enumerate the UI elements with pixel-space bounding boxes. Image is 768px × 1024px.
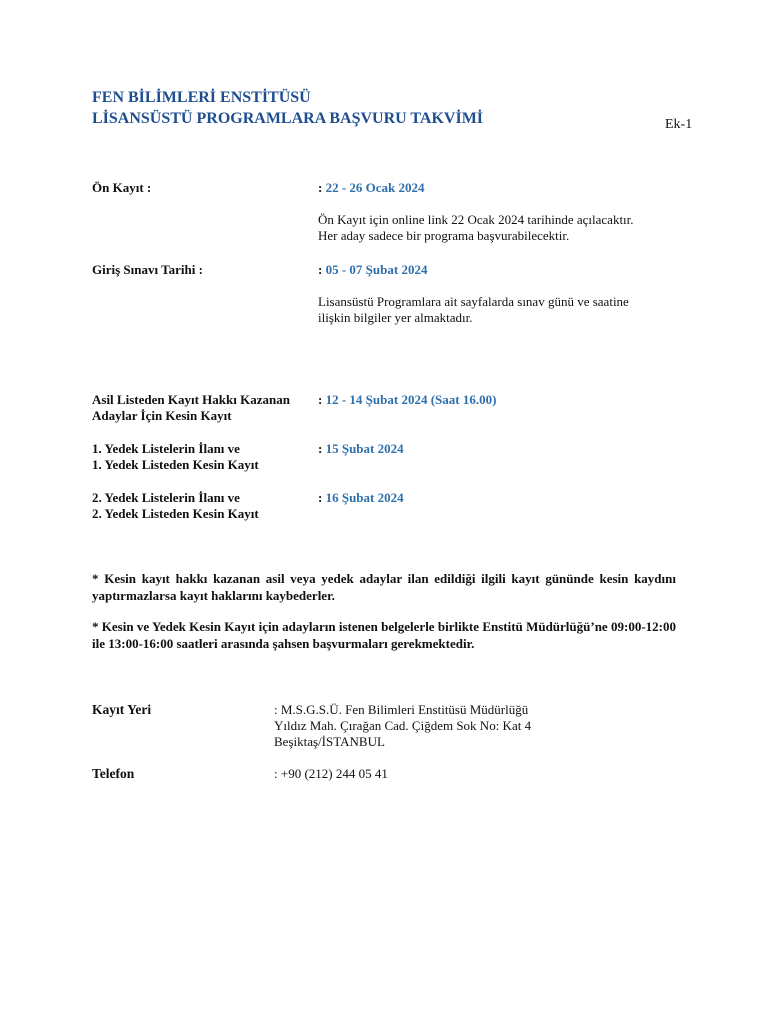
- main-list-label-1: Asil Listeden Kayıt Hakkı Kazanan: [92, 392, 290, 407]
- entrance-exam-desc-2: ilişkin bilgiler yer almaktadır.: [318, 310, 473, 325]
- main-list-label-2: Adaylar İçin Kesin Kayıt: [92, 408, 232, 423]
- note-in-person-application: * Kesin ve Yedek Kesin Kayıt için adayların istenen belgelerle birlikte Enstitü Müdürlüğü’ne 09:00-12:00 ile 13:00-16:00 saatleri arasında şahsen başvurmaları gerekmektedir.: [92, 619, 676, 651]
- pre-registration-date: : 22 - 26 Ocak 2024: [318, 180, 425, 195]
- registration-place-label: Kayıt Yeri: [92, 702, 152, 717]
- pre-registration-desc-1: Ön Kayıt için online link 22 Ocak 2024 tarihinde açılacaktır.: [318, 212, 634, 227]
- reserve-1-label-1: 1. Yedek Listelerin İlanı ve: [92, 441, 240, 456]
- registration-place-name: : M.S.G.S.Ü. Fen Bilimleri Enstitüsü Müdürlüğü: [274, 702, 529, 717]
- registration-place-address: Yıldız Mah. Çırağan Cad. Çiğdem Sok No: Kat 4: [274, 718, 532, 733]
- reserve-2-date: : 16 Şubat 2024: [318, 490, 404, 505]
- title-institute: FEN BİLİMLERİ ENSTİTÜSÜ: [92, 89, 311, 106]
- entrance-exam-label: Giriş Sınavı Tarihi :: [92, 262, 203, 277]
- reserve-1-label-2: 1. Yedek Listeden Kesin Kayıt: [92, 457, 259, 472]
- reserve-2-label-2: 2. Yedek Listeden Kesin Kayıt: [92, 506, 259, 521]
- reserve-2-label-1: 2. Yedek Listelerin İlanı ve: [92, 490, 240, 505]
- main-list-date: : 12 - 14 Şubat 2024 (Saat 16.00): [318, 392, 497, 407]
- annex-label: Ek-1: [665, 117, 693, 132]
- pre-registration-label: Ön Kayıt :: [92, 180, 152, 195]
- note-final-registration: * Kesin kayıt hakkı kazanan asil veya yedek adaylar ilan edildiği ilgili kayıt gününde kesin kaydını yaptırmazlarsa kayıt haklarını kaybederler.: [92, 571, 676, 603]
- entrance-exam-desc-1: Lisansüstü Programlara ait sayfalarda sınav günü ve saatine: [318, 294, 629, 309]
- title-calendar: LİSANSÜSTÜ PROGRAMLARA BAŞVURU TAKVİMİ: [92, 110, 484, 127]
- reserve-1-date: : 15 Şubat 2024: [318, 441, 404, 456]
- phone-label: Telefon: [92, 766, 135, 781]
- phone-number: : +90 (212) 244 05 41: [274, 766, 388, 781]
- registration-place-city: Beşiktaş/İSTANBUL: [274, 734, 385, 749]
- pre-registration-desc-2: Her aday sadece bir programa başvurabilecektir.: [318, 228, 570, 243]
- entrance-exam-date: : 05 - 07 Şubat 2024: [318, 262, 428, 277]
